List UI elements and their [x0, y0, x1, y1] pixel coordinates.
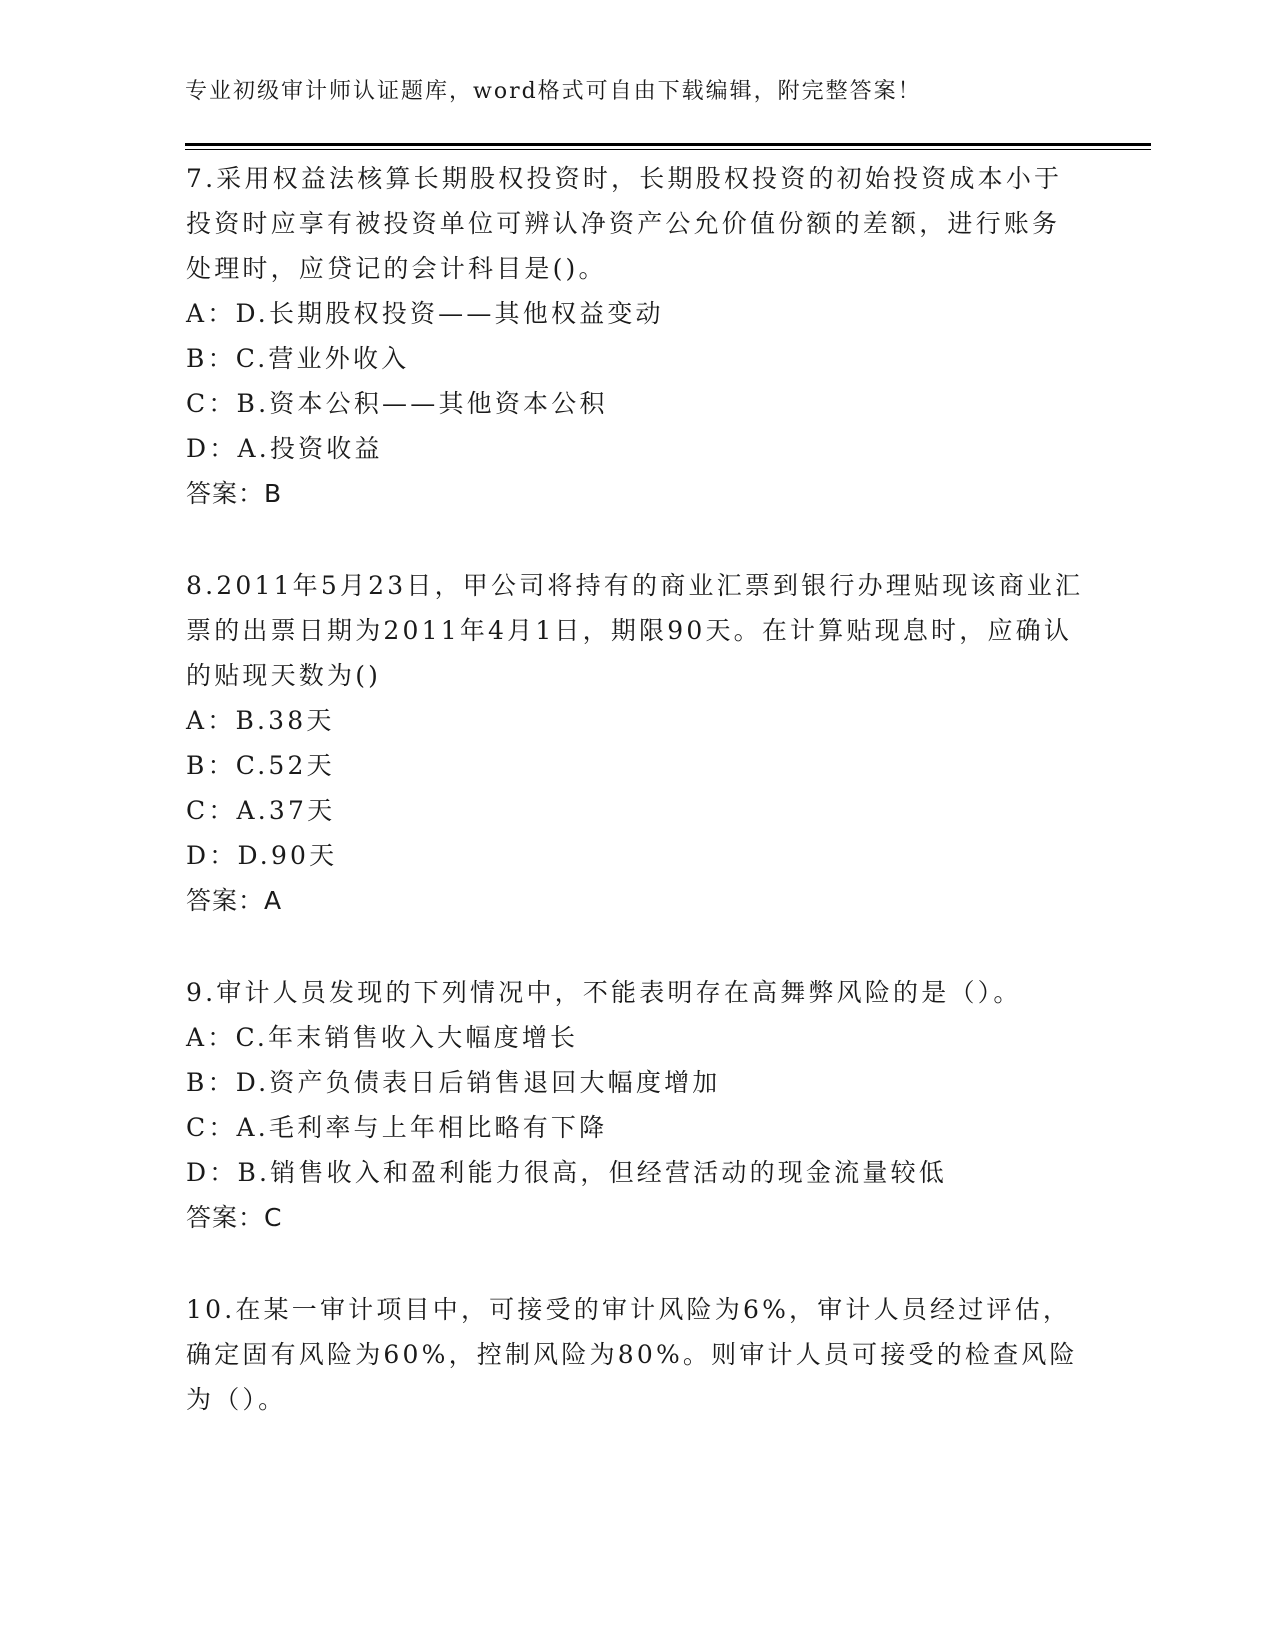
question-text: 9.审计人员发现的下列情况中，不能表明存在高舞弊风险的是（）。	[186, 978, 1022, 1007]
option-c: C：B.资本公积——其他资本公积	[186, 389, 608, 418]
option-c: C：A.37天	[186, 796, 336, 825]
question-9	[186, 970, 1086, 1240]
answer: 答案：B	[186, 479, 283, 508]
option-c: C：A.毛利率与上年相比略有下降	[186, 1113, 608, 1142]
question-7	[186, 156, 1086, 516]
option-b: B：D.资产负债表日后销售退回大幅度增加	[186, 1068, 721, 1097]
header-rule-thick	[185, 143, 1151, 146]
option-a: A：D.长期股权投资——其他权益变动	[186, 299, 664, 328]
option-d: D：D.90天	[186, 841, 338, 870]
option-b: B：C.营业外收入	[186, 344, 410, 373]
question-10	[186, 1287, 1086, 1422]
spacer	[186, 923, 1086, 970]
option-a: A：B.38天	[186, 706, 335, 735]
page-header: 专业初级审计师认证题库，word格式可自由下载编辑，附完整答案！	[185, 79, 922, 104]
header-rule-thin	[185, 149, 1151, 150]
option-a: A：C.年末销售收入大幅度增长	[186, 1023, 579, 1052]
question-8	[186, 563, 1086, 923]
spacer	[186, 516, 1086, 563]
spacer	[186, 1240, 1086, 1287]
option-b: B：C.52天	[186, 751, 335, 780]
option-d: D：B.销售收入和盈利能力很高，但经营活动的现金流量较低	[186, 1158, 947, 1187]
question-list	[186, 156, 1086, 1422]
answer: 答案：A	[186, 886, 283, 915]
question-text: 7.采用权益法核算长期股权投资时，长期股权投资的初始投资成本小于投资时应享有被投资单位可辨认净资产公允价值份额的差额，进行账务处理时，应贷记的会计科目是()。	[186, 164, 1063, 283]
answer: 答案：C	[186, 1203, 283, 1232]
option-d: D：A.投资收益	[186, 434, 383, 463]
question-text: 10.在某一审计项目中，可接受的审计风险为6%，审计人员经过评估，确定固有风险为60%，控制风险为80%。则审计人员可接受的检查风险为（）。	[186, 1295, 1078, 1414]
question-text: 8.2011年5月23日，甲公司将持有的商业汇票到银行办理贴现该商业汇票的出票日期为2011年4月1日，期限90天。在计算贴现息时，应确认的贴现天数为()	[186, 571, 1084, 690]
